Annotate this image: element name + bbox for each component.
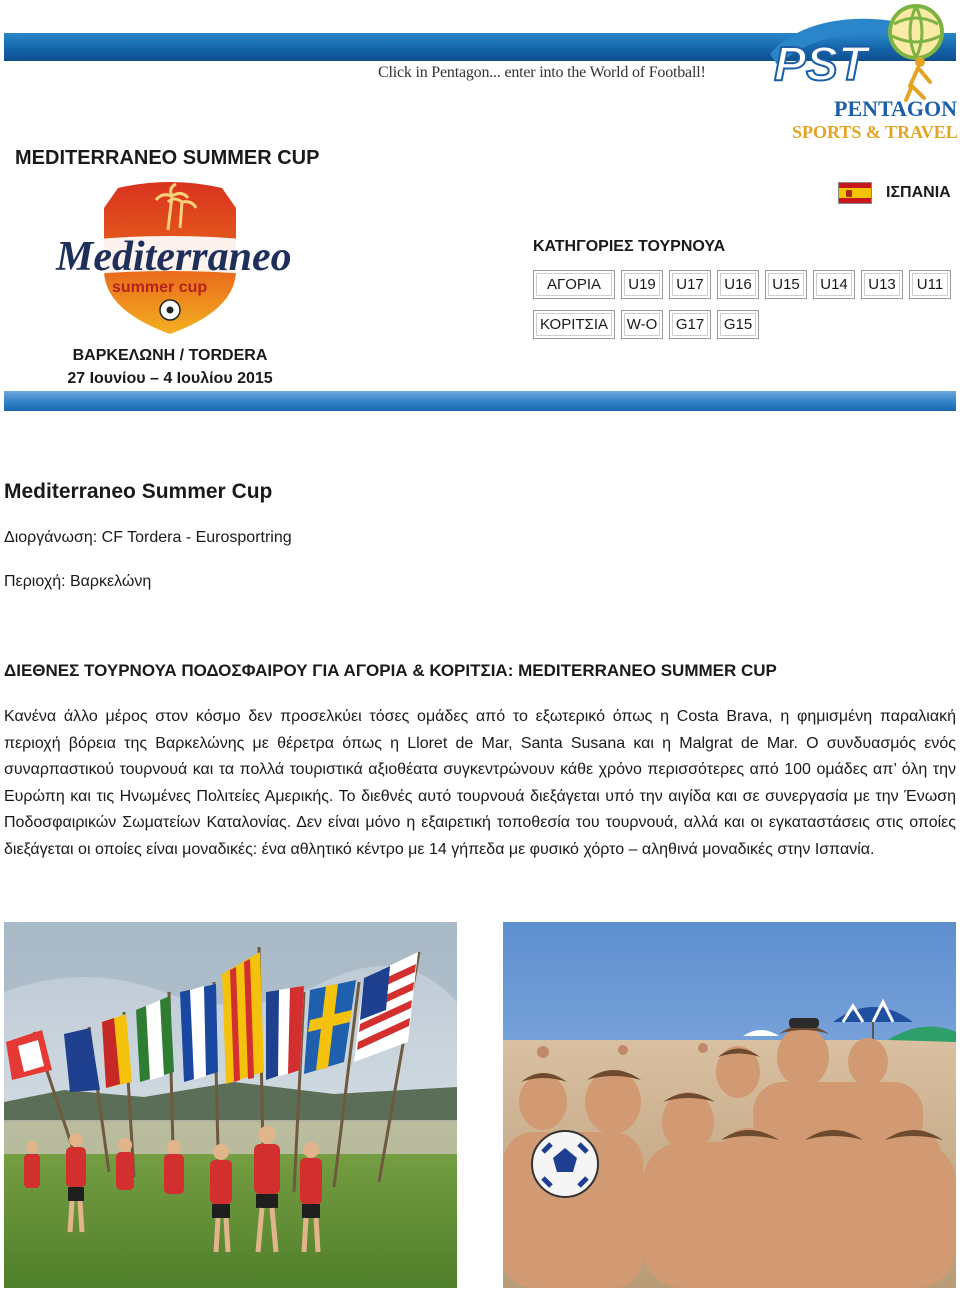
tournament-dates: 27 Ιουνίου – 4 Ιουλίου 2015 [67,370,273,387]
section-title: Mediterraneo Summer Cup [4,480,273,503]
mediterraneo-cup-logo [50,178,290,338]
category-u11[interactable]: U11 [909,270,951,299]
header-bottom-band [4,391,956,411]
boys-categories-row [533,270,951,299]
cup-logo-script: Mediterraneo [56,234,290,280]
category-u19[interactable]: U19 [621,270,663,299]
country-name: ΙΣΠΑΝΙΑ [886,184,951,201]
sports-travel-word: SPORTS & TRAVEL [792,122,958,142]
country-indicator [838,182,951,204]
category-u14[interactable]: U14 [813,270,855,299]
category-u15[interactable]: U15 [765,270,807,299]
spain-flag-icon [838,182,872,204]
categories-title: ΚΑΤΗΓΟΡΙΕΣ ΤΟΥΡΝΟΥΑ [533,238,726,255]
slogan: Click in Pentagon... enter into the World of Football! [378,64,706,81]
cup-logo-subtitle: summer cup [112,279,208,296]
category-girls-label[interactable]: ΚΟΡΙΤΣΙΑ [533,310,615,339]
flags-parade-photo [4,922,457,1288]
category-u17[interactable]: U17 [669,270,711,299]
organizer-line: Διοργάνωση: CF Tordera - Eurosportring [4,529,292,546]
category-g15[interactable]: G15 [717,310,759,339]
pentagon-logo[interactable] [768,2,958,144]
description-paragraph: Κανένα άλλο μέρος στον κόσμο δεν προσελκύει τόσες ομάδες από το εξωτερικό όπως η Costa Brava, η φημισμένη παραλιακή περιοχή βόρεια της Βαρκελώνης με θέρετρα όπως η Lloret de Mar, Santa Susana και η Malgrat de Mar. Ο συνδυασμός ενός συναρπαστικού τουρνουά και τα πολλά τουριστικά αξιοθέατα συγκεντρώνουν κάθε χρόνο περισσότερες από 100 ομάδες απ’ όλη την Ευρώπη και τις Ηνωμένες Πολιτείες Αμερικής. Το διεθνές αυτό τουρνουά διεξάγεται υπό την αιγίδα και σε συνεργασία με την Ένωση Ποδοσφαιρικών Σωματείων Καταλονίας. Δεν είναι μόνο η εξαιρετική τοποθεσία του τουρνουά, αλλά και οι εγκαταστάσεις στις οποίες διεξάγεται οι οποίες είναι μοναδικές: ένα αθλητικό κέντρο με 14 γήπεδα με φυσικό χόρτο – αληθινά μοναδικές στην Ισπανία. [4,708,956,858]
venue-block [20,344,320,390]
category-boys-label[interactable]: ΑΓΟΡΙΑ [533,270,615,299]
category-w-o[interactable]: W-O [621,310,663,339]
pentagon-word: PENTAGON [834,96,958,121]
girls-categories-row [533,310,759,339]
beach-players-photo [503,922,956,1288]
pst-initials: PST [774,38,868,91]
category-u13[interactable]: U13 [861,270,903,299]
tournament-heading: MEDITERRANEO SUMMER CUP [15,147,320,169]
category-g17[interactable]: G17 [669,310,711,339]
region-line: Περιοχή: Βαρκελώνη [4,573,152,590]
international-tournament-title: ΔΙΕΘΝΕΣ ΤΟΥΡΝΟΥΑ ΠΟΔΟΣΦΑΙΡΟΥ ΓΙΑ ΑΓΟΡΙΑ & ΚΟΡΙΤΣΙΑ: MEDITERRANEO SUMMER CUP [4,661,777,680]
venue-city: ΒΑΡΚΕΛΩΝΗ / TORDERA [72,347,268,364]
category-u16[interactable]: U16 [717,270,759,299]
